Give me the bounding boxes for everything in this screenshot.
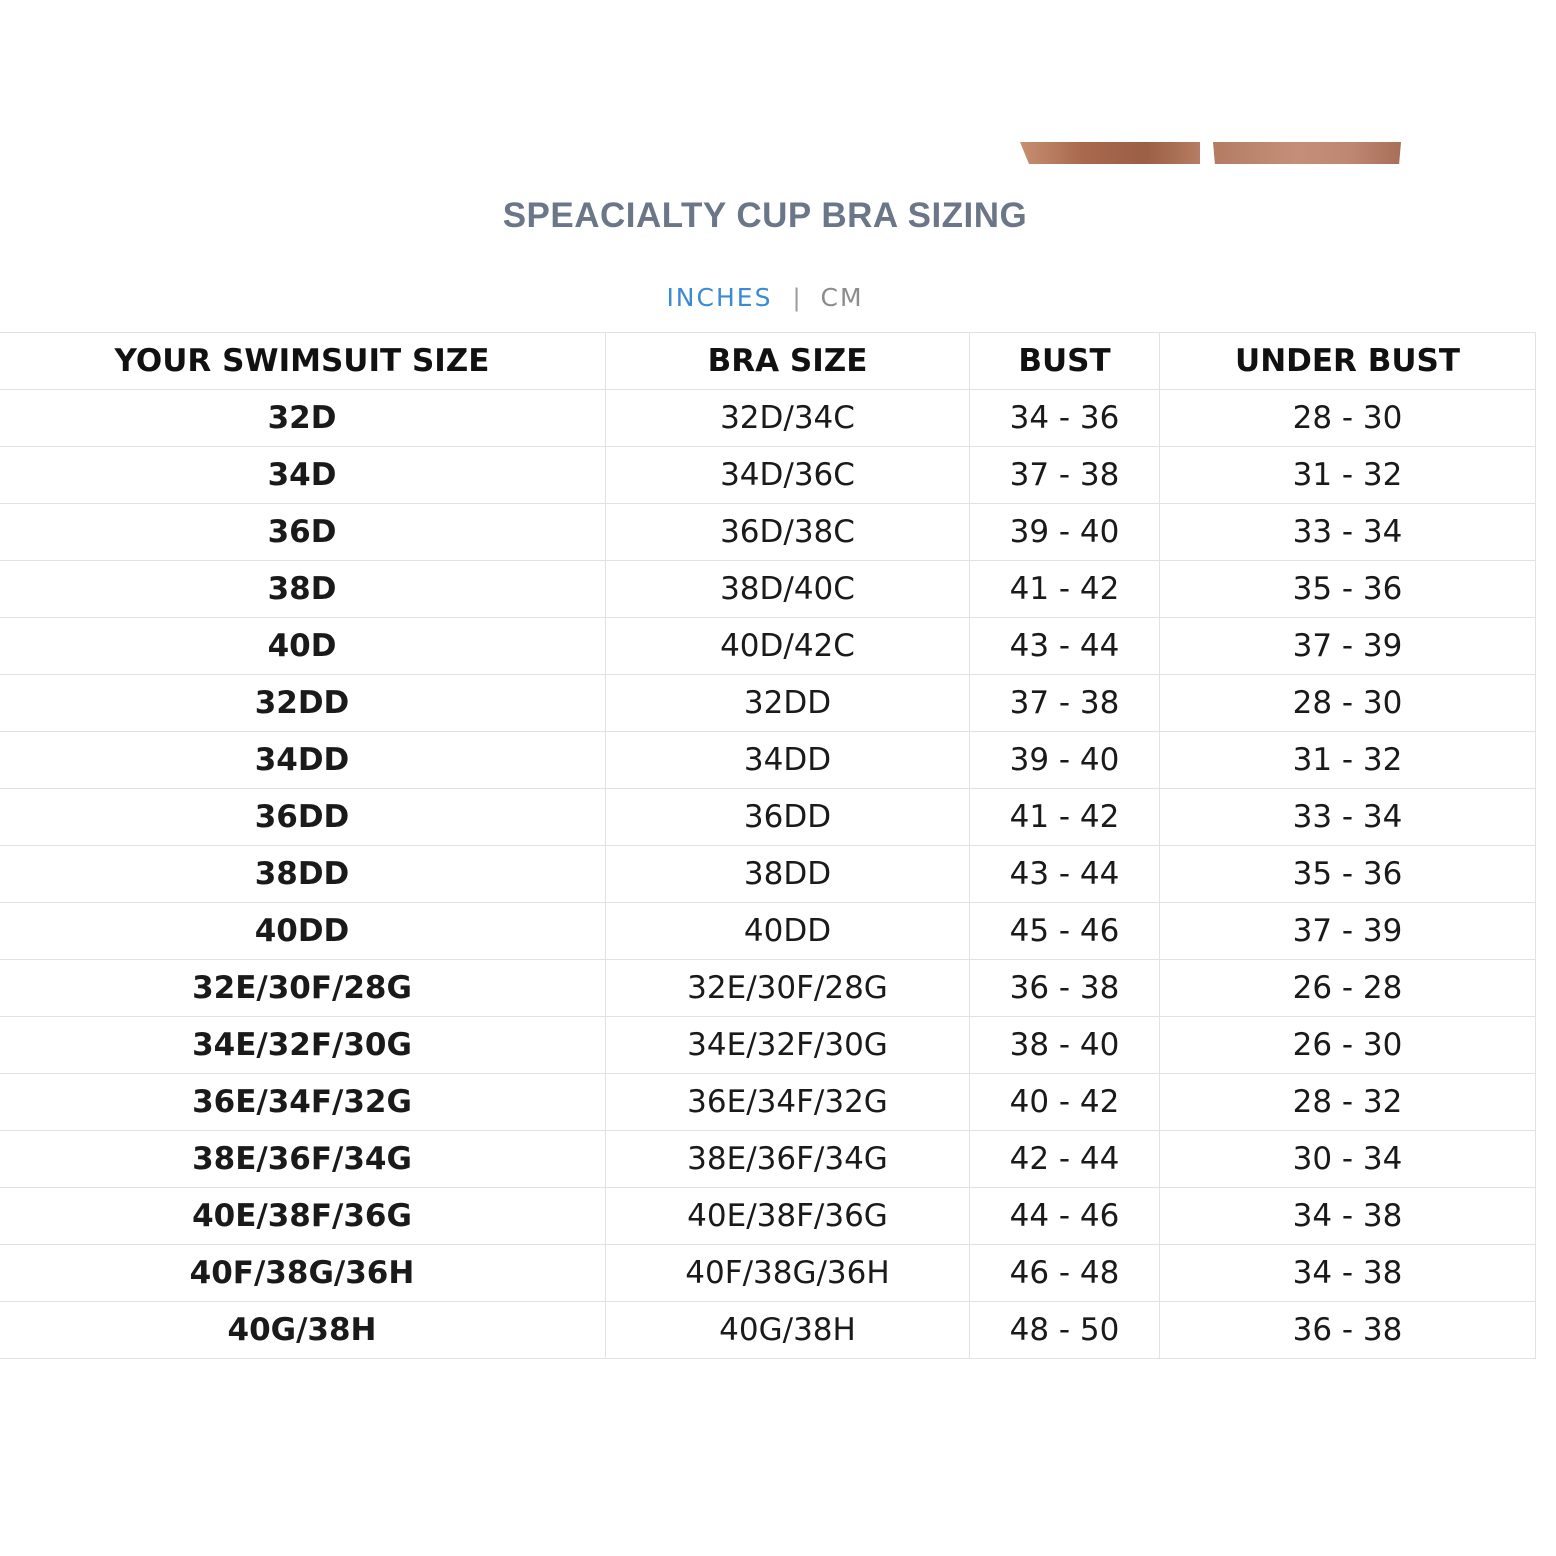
cell-swimsuit-size: 40F/38G/36H — [0, 1245, 606, 1302]
cell-bra-size: 32D/34C — [606, 390, 970, 447]
cell-under-bust: 34 - 38 — [1160, 1245, 1536, 1302]
table-body — [0, 390, 1536, 1359]
cell-bust: 34 - 36 — [970, 390, 1160, 447]
cell-bust: 40 - 42 — [970, 1074, 1160, 1131]
cell-under-bust: 34 - 38 — [1160, 1188, 1536, 1245]
cell-bust: 43 - 44 — [970, 846, 1160, 903]
table-row — [0, 618, 1536, 675]
cell-swimsuit-size: 32E/30F/28G — [0, 960, 606, 1017]
table-row — [0, 561, 1536, 618]
cell-swimsuit-size: 40DD — [0, 903, 606, 960]
table-row — [0, 504, 1536, 561]
cell-swimsuit-size: 40G/38H — [0, 1302, 606, 1359]
cell-bra-size: 38DD — [606, 846, 970, 903]
table-row — [0, 846, 1536, 903]
cell-bra-size: 38D/40C — [606, 561, 970, 618]
table-row — [0, 1245, 1536, 1302]
cell-swimsuit-size: 34D — [0, 447, 606, 504]
unit-inches-tab[interactable]: INCHES — [666, 283, 773, 312]
cell-under-bust: 26 - 30 — [1160, 1017, 1536, 1074]
cell-swimsuit-size: 36E/34F/32G — [0, 1074, 606, 1131]
cell-bust: 41 - 42 — [970, 789, 1160, 846]
cell-under-bust: 37 - 39 — [1160, 903, 1536, 960]
cell-under-bust: 33 - 34 — [1160, 504, 1536, 561]
cell-bust: 42 - 44 — [970, 1131, 1160, 1188]
cell-swimsuit-size: 38D — [0, 561, 606, 618]
unit-toggle — [0, 283, 1530, 312]
cell-under-bust: 26 - 28 — [1160, 960, 1536, 1017]
table-row — [0, 732, 1536, 789]
product-photo-crop-left — [1020, 142, 1200, 164]
cell-bust: 41 - 42 — [970, 561, 1160, 618]
cell-under-bust: 28 - 32 — [1160, 1074, 1536, 1131]
header-bust: BUST — [970, 333, 1160, 390]
cell-bra-size: 34DD — [606, 732, 970, 789]
cell-under-bust: 28 - 30 — [1160, 390, 1536, 447]
table-row — [0, 1188, 1536, 1245]
cell-bust: 46 - 48 — [970, 1245, 1160, 1302]
cell-under-bust: 30 - 34 — [1160, 1131, 1536, 1188]
cell-bust: 39 - 40 — [970, 504, 1160, 561]
cell-swimsuit-size: 38DD — [0, 846, 606, 903]
cell-bra-size: 36E/34F/32G — [606, 1074, 970, 1131]
cell-under-bust: 28 - 30 — [1160, 675, 1536, 732]
header-bra-size: BRA SIZE — [606, 333, 970, 390]
table-row — [0, 1131, 1536, 1188]
cell-bust: 36 - 38 — [970, 960, 1160, 1017]
cell-bra-size: 34D/36C — [606, 447, 970, 504]
cell-bra-size: 40DD — [606, 903, 970, 960]
cell-swimsuit-size: 32D — [0, 390, 606, 447]
cell-swimsuit-size: 32DD — [0, 675, 606, 732]
cell-bust: 39 - 40 — [970, 732, 1160, 789]
cell-swimsuit-size: 40E/38F/36G — [0, 1188, 606, 1245]
page-title: SPEACIALTY CUP BRA SIZING — [502, 196, 1028, 235]
cell-under-bust: 31 - 32 — [1160, 732, 1536, 789]
product-photo-crop-right — [1213, 142, 1401, 164]
cell-swimsuit-size: 40D — [0, 618, 606, 675]
size-chart-table — [0, 332, 1536, 1359]
cell-bra-size: 36D/38C — [606, 504, 970, 561]
cell-bust: 37 - 38 — [970, 675, 1160, 732]
cell-bra-size: 40D/42C — [606, 618, 970, 675]
cell-under-bust: 33 - 34 — [1160, 789, 1536, 846]
cell-under-bust: 35 - 36 — [1160, 846, 1536, 903]
cell-bra-size: 36DD — [606, 789, 970, 846]
cell-under-bust: 37 - 39 — [1160, 618, 1536, 675]
table-row — [0, 390, 1536, 447]
cell-bra-size: 40F/38G/36H — [606, 1245, 970, 1302]
cell-swimsuit-size: 34DD — [0, 732, 606, 789]
table-row — [0, 447, 1536, 504]
header-under-bust: UNDER BUST — [1160, 333, 1536, 390]
cell-bust: 44 - 46 — [970, 1188, 1160, 1245]
table-header-row — [0, 333, 1536, 390]
cell-bra-size: 32E/30F/28G — [606, 960, 970, 1017]
cell-bust: 37 - 38 — [970, 447, 1160, 504]
cell-bra-size: 38E/36F/34G — [606, 1131, 970, 1188]
cell-bra-size: 34E/32F/30G — [606, 1017, 970, 1074]
table-row — [0, 1302, 1536, 1359]
cell-bra-size: 40G/38H — [606, 1302, 970, 1359]
cell-under-bust: 36 - 38 — [1160, 1302, 1536, 1359]
table-row — [0, 789, 1536, 846]
table-row — [0, 1017, 1536, 1074]
cell-under-bust: 35 - 36 — [1160, 561, 1536, 618]
header-swimsuit-size: YOUR SWIMSUIT SIZE — [0, 333, 606, 390]
cell-bust: 48 - 50 — [970, 1302, 1160, 1359]
cell-swimsuit-size: 38E/36F/34G — [0, 1131, 606, 1188]
cell-bust: 45 - 46 — [970, 903, 1160, 960]
cell-swimsuit-size: 34E/32F/30G — [0, 1017, 606, 1074]
cell-under-bust: 31 - 32 — [1160, 447, 1536, 504]
unit-cm-tab[interactable]: CM — [820, 283, 864, 312]
table-row — [0, 675, 1536, 732]
cell-swimsuit-size: 36D — [0, 504, 606, 561]
unit-separator: | — [792, 283, 803, 312]
table-row — [0, 1074, 1536, 1131]
cell-bra-size: 32DD — [606, 675, 970, 732]
table-row — [0, 960, 1536, 1017]
cell-swimsuit-size: 36DD — [0, 789, 606, 846]
cell-bust: 38 - 40 — [970, 1017, 1160, 1074]
table-row — [0, 903, 1536, 960]
cell-bust: 43 - 44 — [970, 618, 1160, 675]
cell-bra-size: 40E/38F/36G — [606, 1188, 970, 1245]
